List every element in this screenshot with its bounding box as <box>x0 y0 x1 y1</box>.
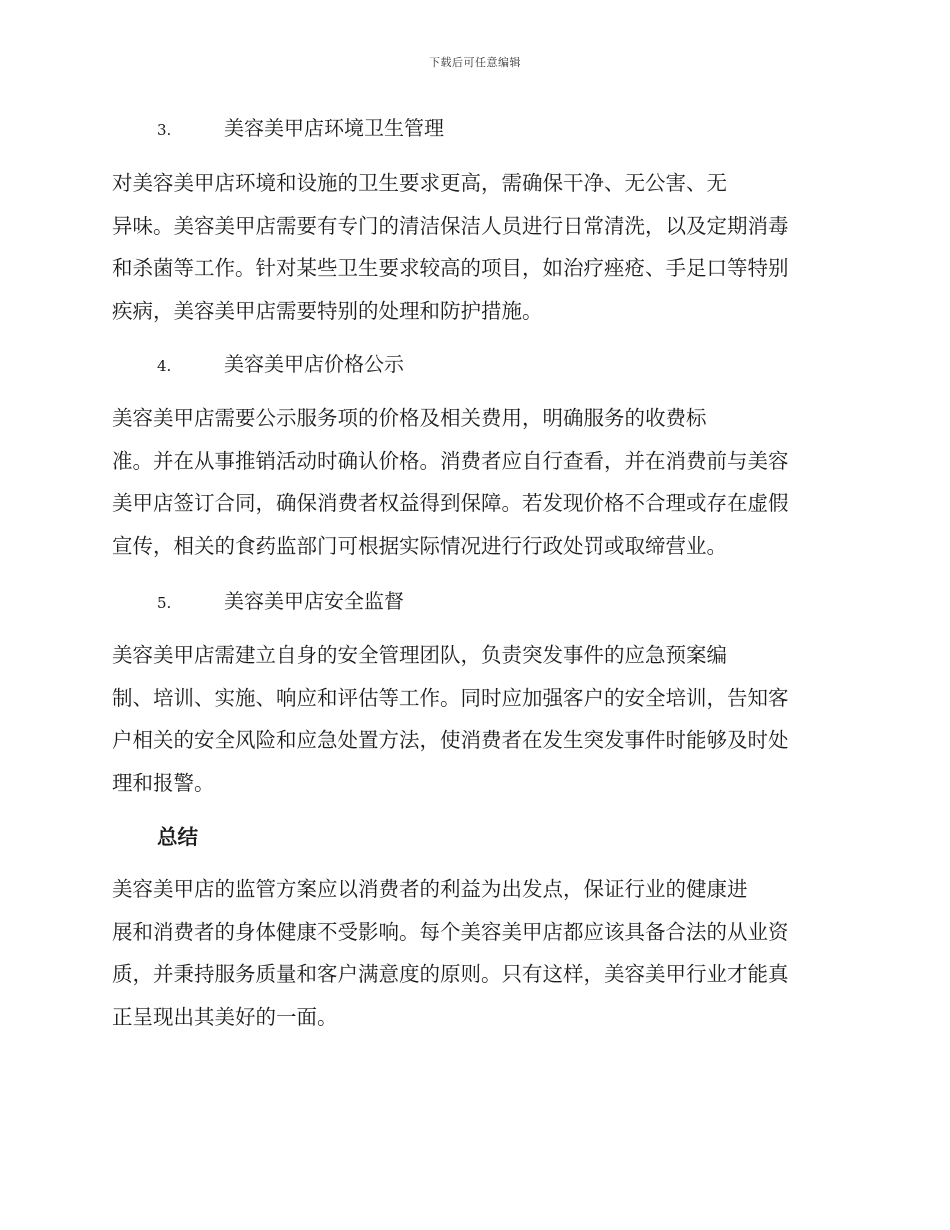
paragraph-line: 美容美甲店需建立自身的安全管理团队，负责突发事件的应急预案编 <box>112 643 727 667</box>
summary-paragraph <box>112 868 838 1038</box>
paragraph-line: 异味。美容美甲店需要有专门的清洁保洁人员进行日常清洗，以及定期消毒 <box>112 213 789 238</box>
header-note: 下载后可任意编辑 <box>429 56 521 69</box>
section-5-paragraph <box>112 634 838 804</box>
paragraph-line: 准。并在从事推销活动时确认价格。消费者应自行查看，并在消费前与美容 <box>112 448 789 473</box>
paragraph-line: 展和消费者的身体健康不受影响。每个美容美甲店都应该具备合法的从业资 <box>112 919 789 944</box>
section-3-paragraph <box>112 162 838 332</box>
section-3-heading <box>157 114 444 144</box>
section-4-title: 美容美甲店价格公示 <box>224 352 404 376</box>
section-3-title: 美容美甲店环境卫生管理 <box>224 116 444 140</box>
section-4-heading <box>157 350 404 380</box>
paragraph-line: 理和报警。 <box>112 770 215 795</box>
paragraph-line: 对美容美甲店环境和设施的卫生要求更高，需确保干净、无公害、无 <box>112 171 727 195</box>
paragraph-line: 户相关的安全风险和应急处置方法，使消费者在发生突发事件时能够及时处 <box>112 728 789 752</box>
section-5-title: 美容美甲店安全监督 <box>224 589 404 613</box>
paragraph-line: 和杀菌等工作。针对某些卫生要求较高的项目，如治疗痤疮、手足口等特别 <box>112 256 789 280</box>
paragraph-line: 美容美甲店需要公示服务项的价格及相关费用，明确服务的收费标 <box>112 406 707 430</box>
paragraph-line: 宣传，相关的食药监部门可根据实际情况进行行政处罚或取缔营业。 <box>112 533 727 558</box>
paragraph-line: 正呈现出其美好的一面。 <box>112 1004 338 1029</box>
section-4-number: 4. <box>157 357 172 375</box>
section-4-paragraph <box>112 397 838 567</box>
summary-title: 总结 <box>157 825 198 849</box>
paragraph-line: 美甲店签订合同，确保消费者权益得到保障。若发现价格不合理或存在虚假 <box>112 491 789 515</box>
paragraph-line: 美容美甲店的监管方案应以消费者的利益为出发点，保证行业的健康进 <box>112 877 748 901</box>
paragraph-line: 制、培训、实施、响应和评估等工作。同时应加强客户的安全培训，告知客 <box>112 685 789 710</box>
section-5-heading <box>157 587 404 617</box>
section-5-number: 5. <box>157 594 172 612</box>
paragraph-line: 质，并秉持服务质量和客户满意度的原则。只有这样，美容美甲行业才能真 <box>112 962 789 986</box>
paragraph-line: 疾病，美容美甲店需要特别的处理和防护措施。 <box>112 298 543 323</box>
section-3-number: 3. <box>157 121 172 139</box>
